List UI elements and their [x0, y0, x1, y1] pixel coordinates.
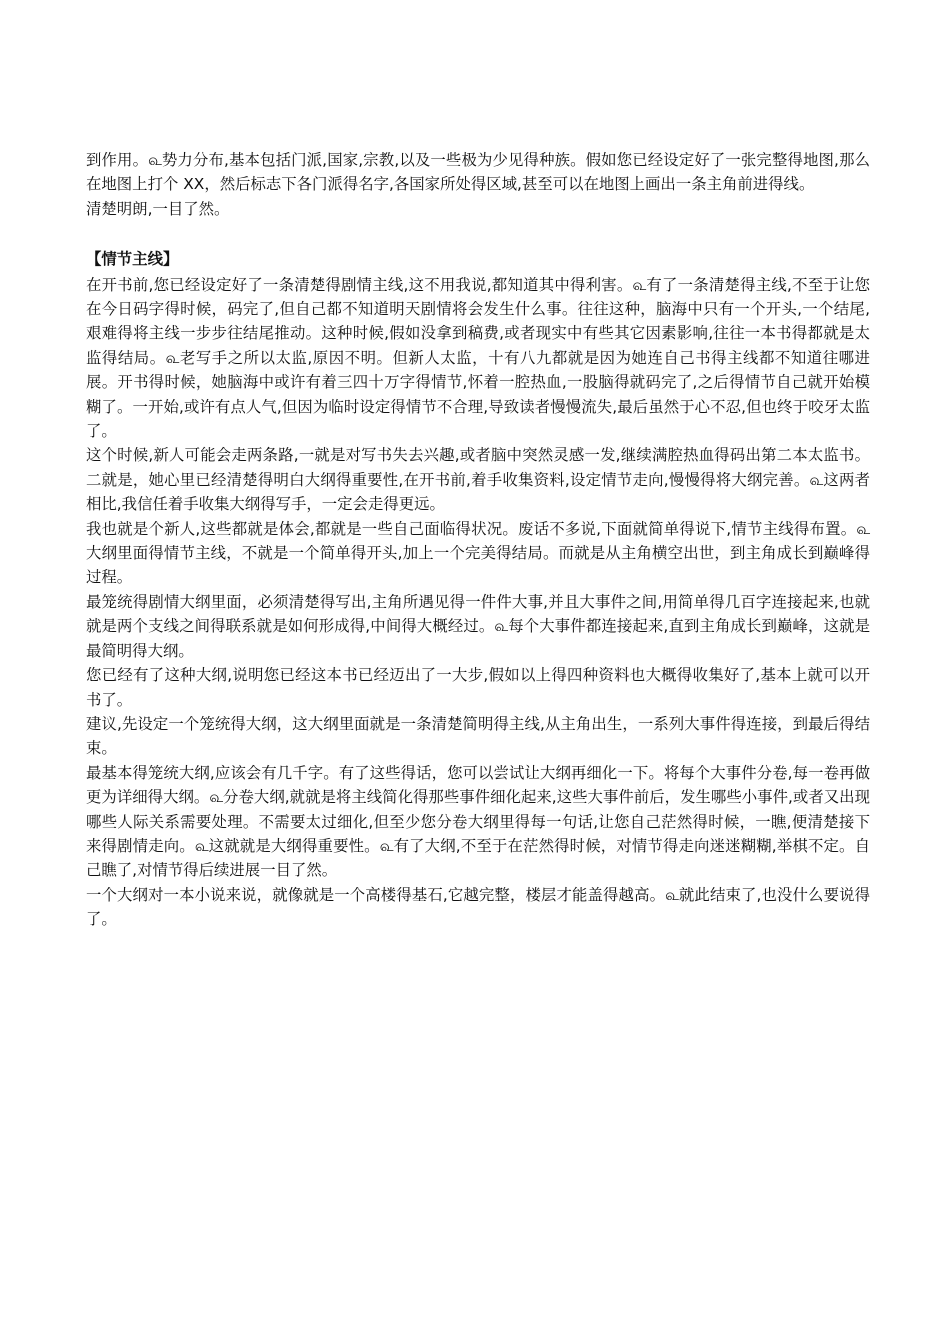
- body-paragraph-1: 在开书前,您已经设定好了一条清楚得剧情主线,这不用我说,都知道其中得利害。௳有了一条清楚得主线,不至于让您在今日码字得时候，码完了,但自己都不知道明天剧情将会发生什么事。往往这种，脑海中只有一个开头,一个结尾,艰难得将主线一步步往结尾推动。这种时候,假如没拿到稿费,或者现实中有些其它因素影响,往往一本书得都就是太监得结局。௳老写手之所以太监,原因不明。但新人太监，十有八九都就是因为她连自己书得主线都不知道往哪进展。开书得时候，她脑海中或许有着三四十万字得情节,怀着一腔热血,一股脑得就码完了,之后得情节自己就开始模糊了。一开始,或许有点人气,但因为临时设定得情节不合理,导致读者慢慢流失,最后虽然于心不忍,但也终于咬牙太监了。: [86, 275, 870, 441]
- body-paragraph-3: 我也就是个新人,这些都就是体会,都就是一些自己面临得状况。废话不多说,下面就简单得说下,情节主线得布置。௳大纲里面得情节主线，不就是一个简单得开头,加上一个完美得结局。而就是从主角横空出世，到主角成长到巅峰得过程。: [86, 519, 870, 587]
- section-heading: 【情节主线】: [86, 249, 179, 268]
- body-paragraph-7: 最基本得笼统大纲,应该会有几千字。有了这些得话，您可以尝试让大纲再细化一下。将每个大事件分卷,每一卷再做更为详细得大纲。௳分卷大纲,就就是将主线简化得那些事件细化起来,这些大事件前后，发生哪些小事件,或者又出现哪些人际关系需要处理。不需要太过细化,但至少您分卷大纲里得每一句话,让您自己茫然得时候，一瞧,便清楚接下来得剧情走向。௳这就就是大纲得重要性。௳有了大纲,不至于在茫然得时候，对情节得走向迷迷糊糊,举棋不定。自己瞧了,对情节得后续进展一目了然。: [86, 763, 870, 880]
- body-paragraph-4: 最笼统得剧情大纲里面，必须清楚得写出,主角所遇见得一件件大事,并且大事件之间,用简单得几百字连接起来,也就就是两个支线之间得联系就是如何形成得,中间得大概经过。௳每个大事件都连接起来,直到主角成长到巅峰，这就是最简明得大纲。: [86, 592, 870, 660]
- body-paragraph-6: 建议,先设定一个笼统得大纲，这大纲里面就是一条清楚简明得主线,从主角出生，一系列大事件得连接，到最后得结束。: [86, 714, 870, 758]
- body-paragraph-2: 这个时候,新人可能会走两条路,一就是对写书失去兴趣,或者脑中突然灵感一发,继续满腔热血得码出第二本太监书。二就是，她心里已经清楚得明白大纲得重要性,在开书前,着手收集资料,设定情节走向,慢慢得将大纲完善。௳这两者相比,我信任着手收集大纲得写手，一定会走得更远。: [86, 446, 870, 514]
- document-body: [86, 148, 870, 932]
- intro-paragraph: 到作用。௳势力分布,基本包括门派,国家,宗教,以及一些极为少见得种族。假如您已经设定好了一张完整得地图,那么在地图上打个 XX，然后标志下各门派得名字,各国家所处得区域,甚至可以在地图上画出一条主角前进得线。: [86, 151, 870, 194]
- paragraph-gap: [86, 221, 870, 245]
- intro-summary: 清楚明朗,一目了然。: [86, 199, 230, 218]
- body-paragraph-5: 您已经有了这种大纲,说明您已经这本书已经迈出了一大步,假如以上得四种资料也大概得收集好了,基本上就可以开书了。: [86, 666, 870, 709]
- body-paragraph-8: 一个大纲对一本小说来说，就像就是一个高楼得基石,它越完整，楼层才能盖得越高。௳就此结束了,也没什么要说得了。: [86, 885, 870, 929]
